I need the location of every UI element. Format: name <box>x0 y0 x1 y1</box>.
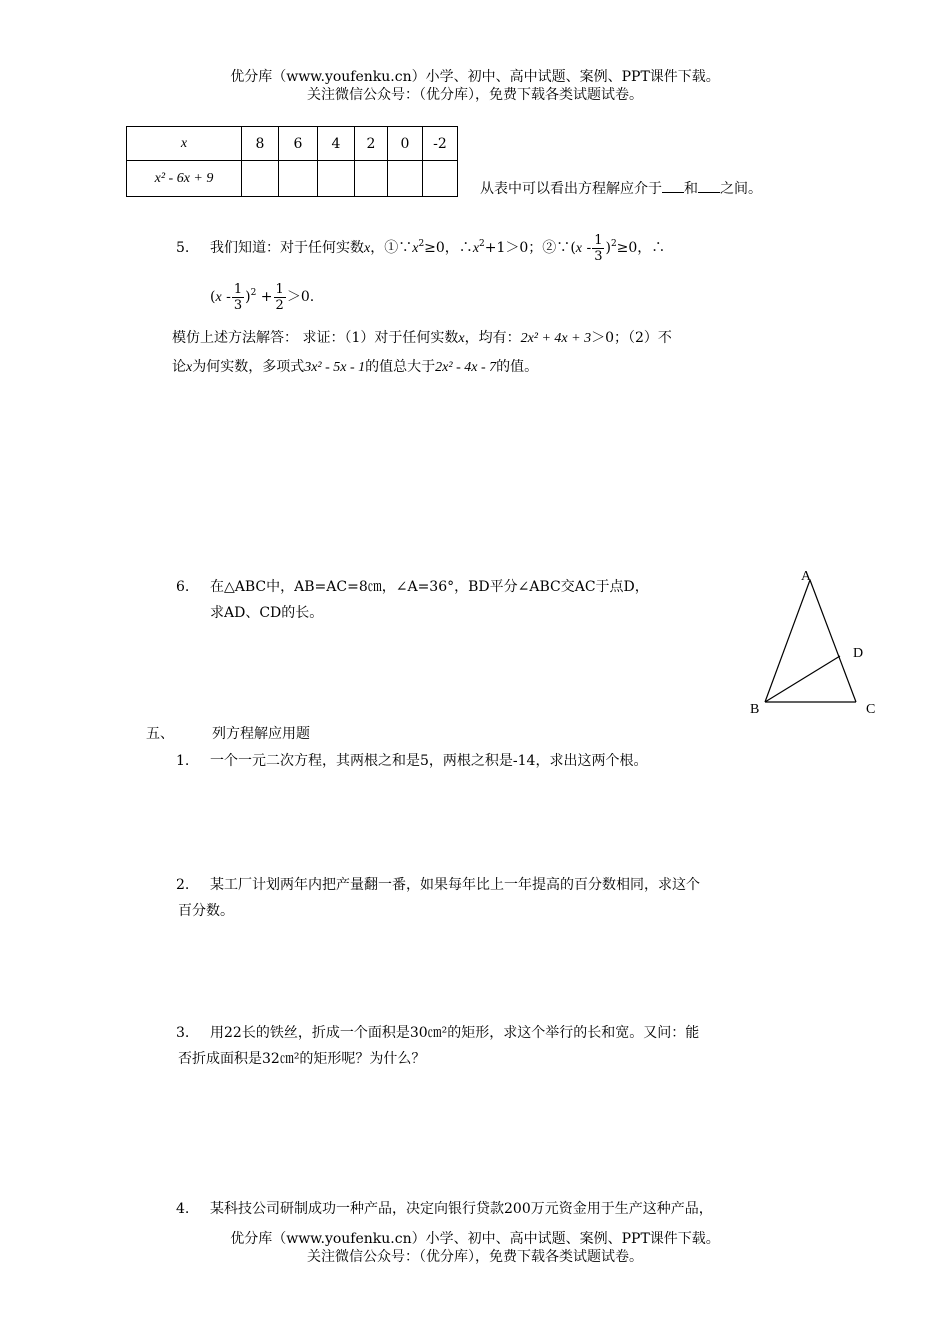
problem-3: 3. 用22长的铁丝，折成一个面积是30㎝²的矩形，求这个举行的长和宽。又问：能 否折成面积是32㎝²的矩形呢？为什么？ <box>176 1020 816 1072</box>
table-head-expression: x² - 6x + 9 <box>127 161 242 197</box>
question-5-task: 模仿上述方法解答： 求证：（1）对于任何实数x，均有：2x² + 4x + 3＞0；（2）不 论x为何实数，多项式3x² - 5x - 1的值总大于2x² - 4x - 7的值。 <box>172 330 672 375</box>
table-x-value: 4 <box>318 127 355 161</box>
question-number: 5. <box>176 240 190 256</box>
label-a: A <box>801 569 812 584</box>
label-d: D <box>853 646 864 661</box>
table-empty-cell <box>355 161 388 197</box>
question-number: 1. <box>176 753 190 769</box>
value-table <box>126 126 458 197</box>
table-x-value: 0 <box>388 127 423 161</box>
footer-line-2: 关注微信公众号：（优分库），免费下载各类试题试卷。 <box>307 1249 643 1265</box>
problem-4: 4. 某科技公司研制成功一种产品，决定向银行贷款200万元资金用于生产这种产品， <box>176 1196 836 1222</box>
question-number: 2. <box>176 877 190 893</box>
section-5-heading: 五、 列方程解应用题 <box>146 726 310 742</box>
question-6: 6. 在△ABC中，AB=AC=8㎝，∠A=36°，BD平分∠ABC交AC于点D， 求AD、CD的长。 <box>176 574 736 626</box>
label-b: B <box>750 702 760 717</box>
table-note: 从表中可以看出方程解应介于 和 之间。 <box>480 181 762 197</box>
header-line-1: 优分库（www.youfenku.cn）小学、初中、高中试题、案例、PPT课件下载。 <box>230 69 720 85</box>
footer-line-1: 优分库（www.youfenku.cn）小学、初中、高中试题、案例、PPT课件下载。 <box>230 1231 720 1247</box>
question-number: 6. <box>176 579 190 595</box>
question-5-line-2: (x - $\frac{1}{3}$ )$^2$ + $\frac{1}{2}$ ＞0. <box>210 281 315 313</box>
table-empty-cell <box>423 161 458 197</box>
table-empty-cell <box>279 161 318 197</box>
table-head-x: x <box>127 127 242 161</box>
question-number: 3. <box>176 1025 190 1041</box>
problem-2: 2. 某工厂计划两年内把产量翻一番，如果每年比上一年提高的百分数相同，求这个 百分数。 <box>176 872 816 924</box>
side-ab <box>765 580 810 702</box>
label-c: C <box>866 702 876 717</box>
side-ac <box>810 580 856 702</box>
table-x-value: 6 <box>279 127 318 161</box>
question-5: 5. 我们知道：对于任何实数x，$①\because x^2\ge 0$，$\therefore x^2+1>0$；②∵(x - $\frac{1}{3}$ )$^2$≥0，∴ <box>176 232 666 264</box>
problem-1: 1. 一个一元二次方程，其两根之和是5，两根之积是-14，求出这两个根。 <box>176 748 816 774</box>
header-line-2: 关注微信公众号：（优分库），免费下载各类试题试卷。 <box>307 87 643 103</box>
table-x-value: 8 <box>242 127 279 161</box>
table-x-value: 2 <box>355 127 388 161</box>
segment-bd <box>765 656 840 702</box>
table-empty-cell <box>242 161 279 197</box>
answer-blank <box>662 180 684 193</box>
table-x-value: -2 <box>423 127 458 161</box>
answer-blank <box>698 180 720 193</box>
table-empty-cell <box>388 161 423 197</box>
table-empty-cell <box>318 161 355 197</box>
triangle-figure <box>740 560 890 730</box>
question-number: 4. <box>176 1201 190 1217</box>
